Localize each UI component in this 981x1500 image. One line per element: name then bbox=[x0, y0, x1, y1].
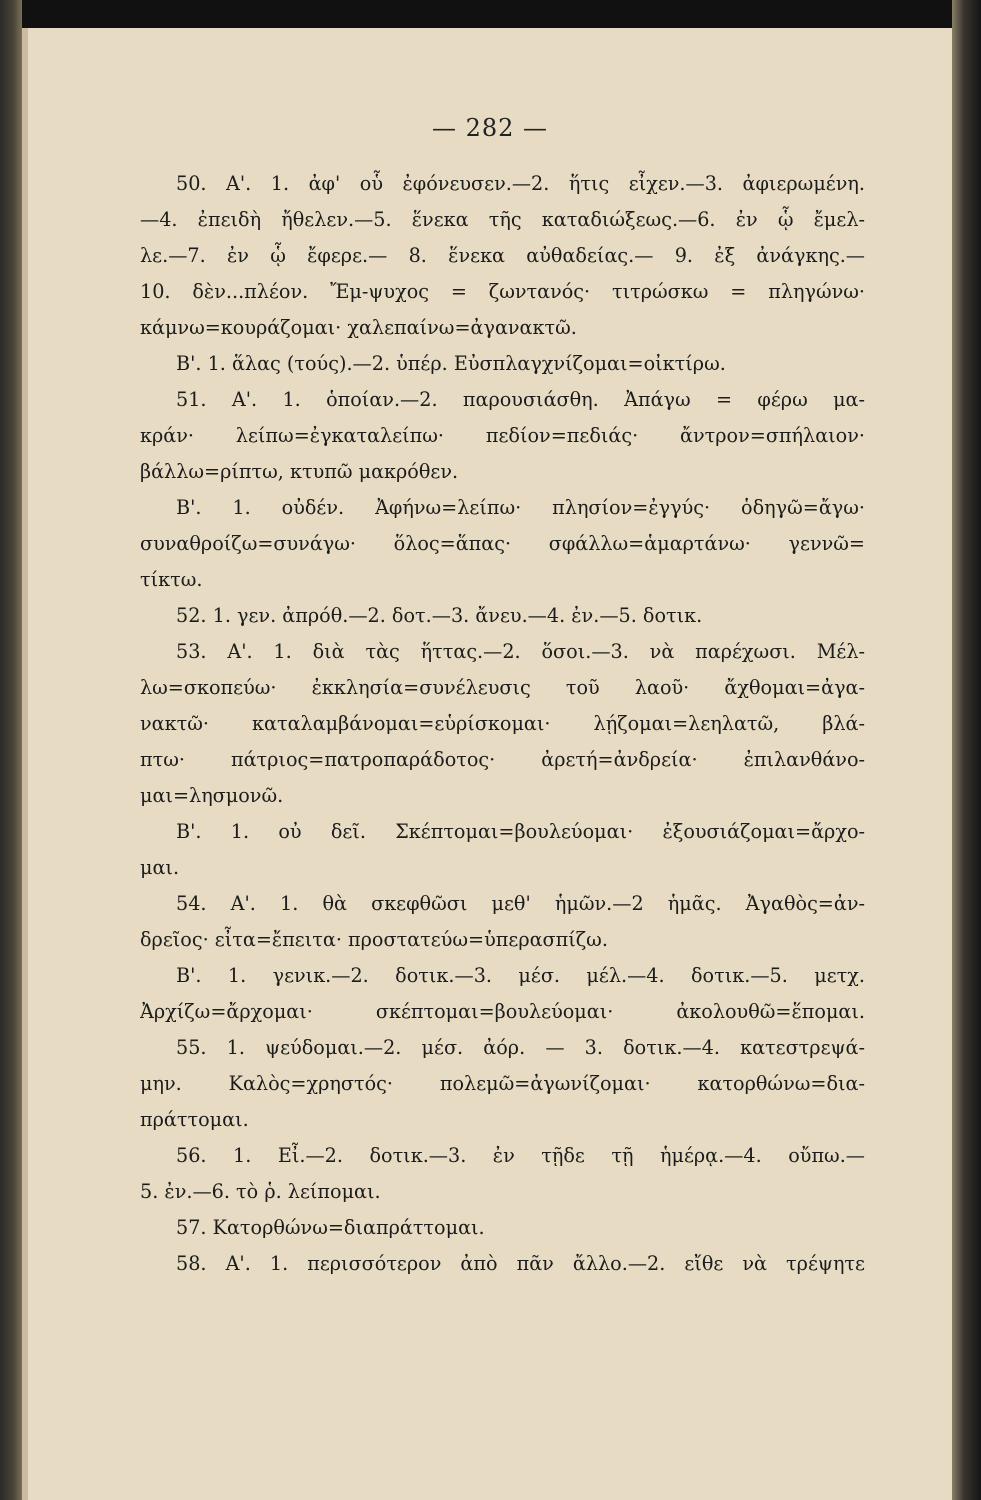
scan-border-top bbox=[0, 0, 981, 28]
text-line: 54. Α'. 1. θὰ σκεφθῶσι μεθ' ἡμῶν.—2 ἡμᾶς. Ἀγαθὸς=ἀν- bbox=[176, 892, 865, 915]
text-line: —4. ἐπειδὴ ἤθελεν.—5. ἕνεκα τῆς καταδιώξεως.—6. ἐν ᾧ ἔμελ- bbox=[140, 208, 865, 231]
text-line: 52. 1. γεν. ἀπρόθ.—2. δοτ.—3. ἄνευ.—4. ἐν.—5. δοτικ. bbox=[176, 604, 703, 627]
text-line: 51. Α'. 1. ὁποίαν.—2. παρουσιάσθη. Ἀπάγω = φέρω μα- bbox=[176, 388, 865, 411]
text-line: τίκτω. bbox=[140, 568, 203, 591]
text-line: πράττομαι. bbox=[140, 1108, 249, 1131]
text-line: Ἀρχίζω=ἄρχομαι· σκέπτομαι=βουλεύομαι· ἀκολουθῶ=ἕπομαι. bbox=[140, 1000, 865, 1023]
text-line: 56. 1. Εἶ.—2. δοτικ.—3. ἐν τῇδε τῇ ἡμέρᾳ.—4. οὔπω.— bbox=[176, 1144, 865, 1167]
text-line: 10. δὲν...πλέον. Ἔμ-ψυχος = ζωντανός· τιτρώσκω = πληγώνω· bbox=[140, 280, 865, 303]
text-line: 58. Α'. 1. περισσότερον ἀπὸ πᾶν ἄλλο.—2. εἴθε νὰ τρέψητε bbox=[176, 1252, 865, 1275]
text-line: Β'. 1. ἅλας (τούς).—2. ὑπέρ. Εὐσπλαγχνίζομαι=οἰκτίρω. bbox=[176, 352, 726, 375]
facing-page-edge bbox=[952, 0, 981, 1500]
book-spine-edge bbox=[0, 0, 22, 1500]
text-line: 53. Α'. 1. διὰ τὰς ἥττας.—2. ὅσοι.—3. νὰ παρέχωσι. Μέλ- bbox=[176, 640, 865, 663]
text-line: 57. Κατορθώνω=διαπράττομαι. bbox=[176, 1216, 485, 1239]
text-line: κάμνω=κουράζομαι· χαλεπαίνω=ἀγανακτῶ. bbox=[140, 316, 577, 339]
text-line: λε.—7. ἐν ᾧ ἔφερε.— 8. ἕνεκα αὐθαδείας.— 9. ἐξ ἀνάγκης.— bbox=[140, 244, 865, 267]
text-line: δρεῖος· εἶτα=ἔπειτα· προστατεύω=ὑπερασπίζω. bbox=[140, 928, 608, 951]
text-line: 50. Α'. 1. ἀφ' οὗ ἐφόνευσεν.—2. ἥτις εἶχεν.—3. ἀφιερωμένη. bbox=[176, 172, 865, 195]
page-number: — 282 — bbox=[431, 114, 549, 142]
text-line: Β'. 1. οὐδέν. Ἀφήνω=λείπω· πλησίον=ἐγγύς· ὁδηγῶ=ἄγω· bbox=[176, 496, 865, 519]
text-line: 5. ἐν.—6. τὸ ῥ. λείπομαι. bbox=[140, 1180, 381, 1203]
text-line: μαι. bbox=[140, 856, 180, 879]
text-line: κράν· λείπω=ἐγκαταλείπω· πεδίον=πεδιάς· ἄντρον=σπήλαιον· bbox=[140, 424, 865, 447]
page-text bbox=[140, 166, 865, 1282]
text-line: συναθροίζω=συνάγω· ὅλος=ἅπας· σφάλλω=ἁμαρτάνω· γεννῶ= bbox=[140, 532, 865, 555]
text-line: Β'. 1. οὐ δεῖ. Σκέπτομαι=βουλεύομαι· ἐξουσιάζομαι=ἄρχο- bbox=[176, 820, 865, 843]
text-line: λω=σκοπεύω· ἐκκλησία=συνέλευσις τοῦ λαοῦ· ἄχθομαι=ἀγα- bbox=[140, 676, 865, 699]
text-line: πτω· πάτριος=πατροπαράδοτος· ἀρετή=ἀνδρεία· ἐπιλανθάνο- bbox=[140, 748, 865, 771]
text-line: νακτῶ· καταλαμβάνομαι=εὑρίσκομαι· λῄζομαι=λεηλατῶ, βλά- bbox=[140, 712, 865, 735]
text-line: 55. 1. ψεύδομαι.—2. μέσ. ἀόρ. — 3. δοτικ.—4. κατεστρεψά- bbox=[176, 1036, 865, 1059]
text-line: μην. Καλὸς=χρηστός· πολεμῶ=ἀγωνίζομαι· κατορθώνω=δια- bbox=[140, 1072, 865, 1095]
text-line: μαι=λησμονῶ. bbox=[140, 784, 284, 807]
text-line: βάλλω=ρίπτω, κτυπῶ μακρόθεν. bbox=[140, 460, 459, 483]
text-line: Β'. 1. γενικ.—2. δοτικ.—3. μέσ. μέλ.—4. δοτικ.—5. μετχ. bbox=[176, 964, 865, 987]
